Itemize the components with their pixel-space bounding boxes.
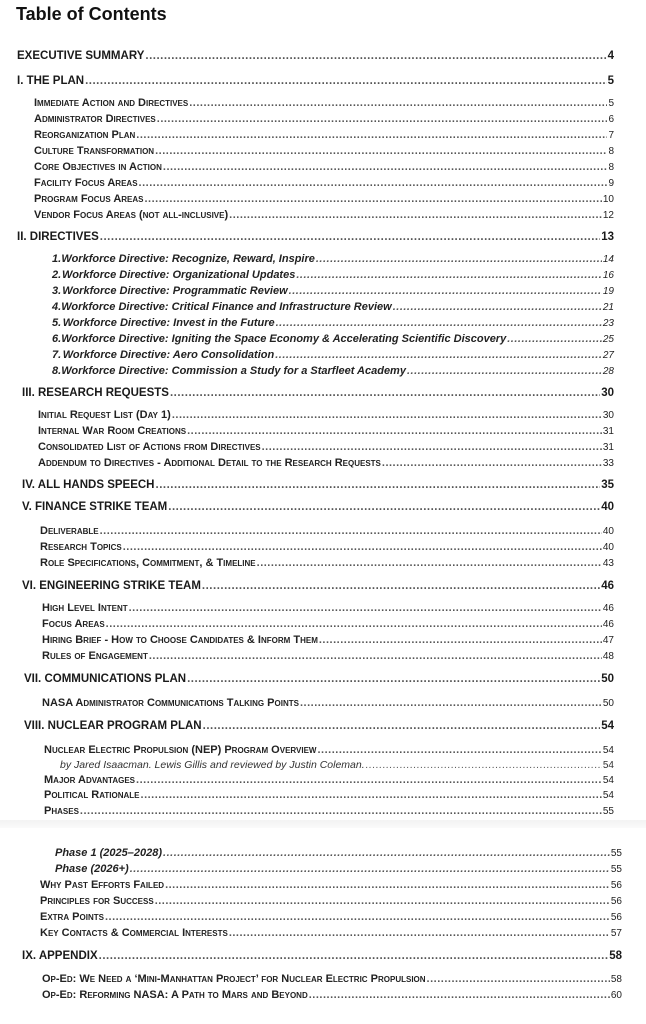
- dot-leader: [155, 145, 607, 157]
- toc-entry-page: 54: [601, 720, 614, 732]
- toc-entry[interactable]: [38, 409, 614, 421]
- toc-entry-label: NASA Administrator Communications Talking Points: [42, 697, 299, 709]
- toc-entry-label: II. DIRECTIVES: [17, 231, 99, 243]
- dot-leader: [170, 387, 600, 399]
- dot-leader: [229, 209, 602, 221]
- dot-leader: [382, 457, 602, 469]
- toc-entry-page: 21: [602, 302, 614, 313]
- toc-entry-label: Phase (2026+): [55, 863, 129, 875]
- dot-leader: [172, 409, 602, 421]
- toc-entry-page: 58: [610, 974, 622, 985]
- toc-entry-page: 28: [602, 366, 614, 377]
- dot-leader: [319, 634, 602, 646]
- toc-entry-label: Role Specifications, Commitment, & Timeline: [40, 557, 256, 569]
- dot-leader: [427, 973, 610, 985]
- toc-entry[interactable]: [22, 501, 614, 513]
- dot-leader: [130, 863, 610, 875]
- toc-entry-label: Workforce Directive: Recognize, Reward, Inspire: [61, 253, 315, 265]
- toc-entry-page: 50: [601, 673, 614, 685]
- toc-entry[interactable]: [52, 365, 614, 377]
- toc-entry-label: Reorganization Plan: [34, 129, 136, 141]
- toc-entry[interactable]: [17, 75, 614, 87]
- toc-entry[interactable]: [34, 177, 614, 189]
- toc-entry-label: Program Focus Areas: [34, 193, 144, 205]
- toc-entry-page: 30: [602, 410, 614, 421]
- toc-entry[interactable]: [40, 525, 614, 537]
- toc-entry-page: 56: [610, 912, 622, 923]
- toc-entry-page: 30: [601, 387, 614, 399]
- toc-entry-label: Hiring Brief - How to Choose Candidates & Inform Them: [42, 634, 318, 646]
- toc-entry-label: Workforce Directive: Organizational Updates: [62, 269, 296, 281]
- toc-entry[interactable]: [34, 161, 614, 173]
- toc-entry[interactable]: [44, 805, 614, 817]
- toc-entry[interactable]: [38, 457, 614, 469]
- toc-entry-label: Extra Points: [40, 911, 104, 923]
- toc-entry[interactable]: [44, 774, 614, 786]
- toc-entry[interactable]: [44, 744, 614, 756]
- toc-entry-label: Nuclear Electric Propulsion (NEP) Program Overview: [44, 744, 317, 756]
- dot-leader: [163, 847, 610, 859]
- toc-entry-label: High Level Intent: [42, 602, 128, 614]
- dot-leader: [203, 720, 601, 732]
- toc-entry[interactable]: [42, 973, 622, 985]
- toc-entry-page: 31: [602, 426, 614, 437]
- toc-entry-page: 54: [602, 760, 614, 771]
- dot-leader: [507, 333, 602, 345]
- toc-entry-label: Focus Areas: [42, 618, 105, 630]
- toc-entry-label: Core Objectives in Action: [34, 161, 162, 173]
- toc-entry-number: 3.: [52, 285, 62, 297]
- toc-entry[interactable]: [22, 479, 614, 491]
- toc-entry[interactable]: [42, 634, 614, 646]
- dot-leader: [157, 113, 608, 125]
- dot-leader: [317, 744, 601, 756]
- toc-entry-page: 5: [607, 75, 614, 87]
- dot-leader: [100, 525, 602, 537]
- toc-entry-label: Why Past Efforts Failed: [40, 879, 165, 891]
- toc-entry-label: Addendum to Directives - Additional Detail to the Research Requests: [38, 457, 381, 469]
- toc-entry-page: 12: [602, 210, 614, 221]
- toc-entry[interactable]: [22, 387, 614, 399]
- toc-entry-page: 55: [602, 806, 614, 817]
- toc-entry[interactable]: [42, 602, 614, 614]
- toc-entry-label: Major Advantages: [44, 774, 136, 786]
- toc-entry-page: 5: [608, 98, 614, 109]
- toc-entry-page: 47: [602, 635, 614, 646]
- toc-entry[interactable]: [22, 580, 614, 592]
- toc-entry[interactable]: [24, 673, 614, 685]
- toc-entry-page: 58: [609, 950, 622, 962]
- toc-entry-number: 1.: [52, 253, 62, 265]
- toc-entry[interactable]: [52, 333, 614, 345]
- toc-entry[interactable]: [40, 879, 622, 891]
- toc-entry-number: 7.: [52, 349, 62, 361]
- toc-entry[interactable]: [40, 557, 614, 569]
- toc-entry[interactable]: [34, 145, 614, 157]
- toc-entry-label: Workforce Directive: Commission a Study for a Starfleet Academy: [61, 365, 406, 377]
- toc-entry-page: 13: [601, 231, 614, 243]
- toc-entry-page: 7: [608, 130, 614, 141]
- toc-entry-page: 16: [602, 270, 614, 281]
- toc-entry[interactable]: [44, 789, 614, 801]
- toc-entry-page: 54: [602, 775, 614, 786]
- toc-entry-page: 55: [610, 848, 622, 859]
- toc-entry-number: 5.: [52, 317, 62, 329]
- toc-entry-label: V. FINANCE STRIKE TEAM: [22, 501, 168, 513]
- toc-entry-label: Consolidated List of Actions from Directives: [38, 441, 261, 453]
- toc-entry[interactable]: [42, 697, 614, 709]
- toc-entry[interactable]: [34, 129, 614, 141]
- toc-entry[interactable]: [38, 441, 614, 453]
- toc-entry-label: III. RESEARCH REQUESTS: [22, 387, 169, 399]
- toc-entry-page: 31: [602, 442, 614, 453]
- dot-leader: [300, 697, 602, 709]
- toc-entry-page: 43: [602, 558, 614, 569]
- dot-leader: [105, 911, 610, 923]
- toc-entry[interactable]: [22, 950, 622, 962]
- toc-entry-number: 6.: [52, 333, 62, 345]
- toc-entry[interactable]: [52, 285, 614, 297]
- dot-leader: [99, 950, 609, 962]
- toc-entry-label: Rules of Engagement: [42, 650, 148, 662]
- toc-entry-number: 4.: [52, 301, 62, 313]
- dot-leader: [366, 759, 602, 771]
- toc-entry-label: by Jared Isaacman. Lewis Gillis and reviewed by Justin Coleman.: [60, 759, 365, 771]
- toc-entry-label: VI. ENGINEERING STRIKE TEAM: [22, 580, 201, 592]
- toc-entry-page: 33: [602, 458, 614, 469]
- toc-entry-label: Vendor Focus Areas (not all-inclusive): [34, 209, 229, 221]
- dot-leader: [123, 541, 602, 553]
- toc-entry-label: Phase 1 (2025–2028): [55, 847, 163, 859]
- toc-entry-label: Initial Request List (Day 1): [38, 409, 171, 421]
- dot-leader: [289, 285, 602, 297]
- toc-entry-label: Culture Transformation: [34, 145, 155, 157]
- toc-entry-label: Administrator Directives: [34, 113, 156, 125]
- dot-leader: [106, 618, 602, 630]
- dot-leader: [168, 501, 600, 513]
- dot-leader: [141, 789, 602, 801]
- toc-entry[interactable]: [42, 650, 614, 662]
- toc-entry-label: Workforce Directive: Igniting the Space Economy & Accelerating Scientific Discovery: [61, 333, 507, 345]
- toc-entry-page: 56: [610, 880, 622, 891]
- dot-leader: [296, 269, 602, 281]
- toc-entry-page: 9: [608, 178, 614, 189]
- toc-entry[interactable]: [40, 541, 614, 553]
- toc-entry-label: Internal War Room Creations: [38, 425, 187, 437]
- toc-entry-page: 50: [602, 698, 614, 709]
- toc-entry-label: Facility Focus Areas: [34, 177, 138, 189]
- dot-leader: [262, 441, 602, 453]
- dot-leader: [276, 317, 602, 329]
- toc-entry-label: I. THE PLAN: [17, 75, 85, 87]
- toc-entry-label: Workforce Directive: Programmatic Review: [62, 285, 288, 297]
- dot-leader: [145, 50, 606, 62]
- toc-entry[interactable]: [40, 911, 622, 923]
- toc-entry[interactable]: [17, 231, 614, 243]
- toc-entry-label: Research Topics: [40, 541, 122, 553]
- toc-entry[interactable]: [34, 113, 614, 125]
- toc-entry[interactable]: [40, 895, 622, 907]
- toc-entry[interactable]: [42, 618, 614, 630]
- page-title: Table of Contents: [16, 4, 167, 24]
- dot-leader: [129, 602, 602, 614]
- toc-entry[interactable]: [38, 425, 614, 437]
- toc-entry-label: Op-Ed: Reforming NASA: A Path to Mars and Beyond: [42, 989, 308, 1001]
- dot-leader: [229, 927, 610, 939]
- toc-entry-label: Deliverable: [40, 525, 99, 537]
- toc-entry[interactable]: [52, 301, 614, 313]
- toc-entry-page: 40: [602, 526, 614, 537]
- dot-leader: [80, 805, 602, 817]
- dot-leader: [136, 774, 602, 786]
- toc-entry-label: Workforce Directive: Critical Finance and Infrastructure Review: [61, 301, 392, 313]
- toc-entry-label: Workforce Directive: Invest in the Future: [62, 317, 275, 329]
- toc-entry[interactable]: [52, 349, 614, 361]
- dot-leader: [393, 301, 602, 313]
- dot-leader: [275, 349, 602, 361]
- toc-entry-page: 23: [602, 318, 614, 329]
- toc-entry-page: 46: [602, 603, 614, 614]
- toc-entry[interactable]: [34, 209, 614, 221]
- page-break-divider: [0, 820, 646, 828]
- dot-leader: [156, 479, 601, 491]
- toc-entry-page: 46: [602, 619, 614, 630]
- toc-entry-label: IX. APPENDIX: [22, 950, 98, 962]
- toc-entry[interactable]: [60, 759, 614, 771]
- dot-leader: [149, 650, 602, 662]
- toc-entry[interactable]: [52, 253, 614, 265]
- dot-leader: [155, 895, 610, 907]
- toc-entry[interactable]: [55, 863, 622, 875]
- toc-entry-label: Political Rationale: [44, 789, 140, 801]
- toc-entry[interactable]: [24, 720, 614, 732]
- toc-entry[interactable]: [34, 97, 614, 109]
- toc-entry-page: 55: [610, 864, 622, 875]
- toc-entry[interactable]: [55, 847, 622, 859]
- dot-leader: [309, 989, 610, 1001]
- toc-entry[interactable]: [40, 927, 622, 939]
- toc-entry-page: 40: [601, 501, 614, 513]
- toc-entry-page: 10: [602, 194, 614, 205]
- toc-entry-page: 56: [610, 896, 622, 907]
- dot-leader: [139, 177, 608, 189]
- toc-entry-page: 35: [601, 479, 614, 491]
- toc-entry-page: 8: [608, 162, 614, 173]
- toc-entry[interactable]: [17, 50, 614, 62]
- toc-entry-label: Op-Ed: We Need a ‘Mini-Manhattan Project’ for Nuclear Electric Propulsion: [42, 973, 426, 985]
- toc-entry-label: Workforce Directive: Aero Consolidation: [62, 349, 275, 361]
- toc-entry-label: EXECUTIVE SUMMARY: [17, 50, 145, 62]
- toc-entry-label: Immediate Action and Directives: [34, 97, 189, 109]
- toc-entry-page: 4: [607, 50, 614, 62]
- dot-leader: [145, 193, 602, 205]
- toc-entry-page: 54: [602, 790, 614, 801]
- dot-leader: [187, 673, 600, 685]
- toc-entry-page: 19: [602, 286, 614, 297]
- toc-entry-number: 8.: [52, 365, 62, 377]
- toc-entry-page: 48: [602, 651, 614, 662]
- dot-leader: [85, 75, 607, 87]
- dot-leader: [189, 97, 607, 109]
- dot-leader: [187, 425, 602, 437]
- dot-leader: [407, 365, 602, 377]
- dot-leader: [316, 253, 602, 265]
- dot-leader: [100, 231, 600, 243]
- toc-entry-label: VII. COMMUNICATIONS PLAN: [24, 673, 187, 685]
- toc-entry-label: Principles for Success: [40, 895, 154, 907]
- dot-leader: [257, 557, 602, 569]
- toc-entry-page: 54: [602, 745, 614, 756]
- toc-entry-label: VIII. NUCLEAR PROGRAM PLAN: [24, 720, 202, 732]
- toc-entry-page: 14: [602, 254, 614, 265]
- toc-entry-page: 6: [608, 114, 614, 125]
- toc-entry[interactable]: [34, 193, 614, 205]
- toc-entry[interactable]: [52, 317, 614, 329]
- toc-entry-page: 40: [602, 542, 614, 553]
- toc-entry-label: Key Contacts & Commercial Interests: [40, 927, 228, 939]
- dot-leader: [165, 879, 610, 891]
- toc-entry[interactable]: [42, 989, 622, 1001]
- toc-entry-page: 8: [608, 146, 614, 157]
- toc-entry-page: 25: [602, 334, 614, 345]
- dot-leader: [163, 161, 608, 173]
- toc-entry-page: 27: [602, 350, 614, 361]
- dot-leader: [202, 580, 600, 592]
- toc-entry-label: IV. ALL HANDS SPEECH: [22, 479, 155, 491]
- toc-entry-page: 46: [601, 580, 614, 592]
- toc-entry-page: 60: [610, 990, 622, 1001]
- toc-entry-page: 57: [610, 928, 622, 939]
- toc-entry-number: 2.: [52, 269, 62, 281]
- toc-entry-label: Phases: [44, 805, 79, 817]
- toc-entry[interactable]: [52, 269, 614, 281]
- dot-leader: [136, 129, 607, 141]
